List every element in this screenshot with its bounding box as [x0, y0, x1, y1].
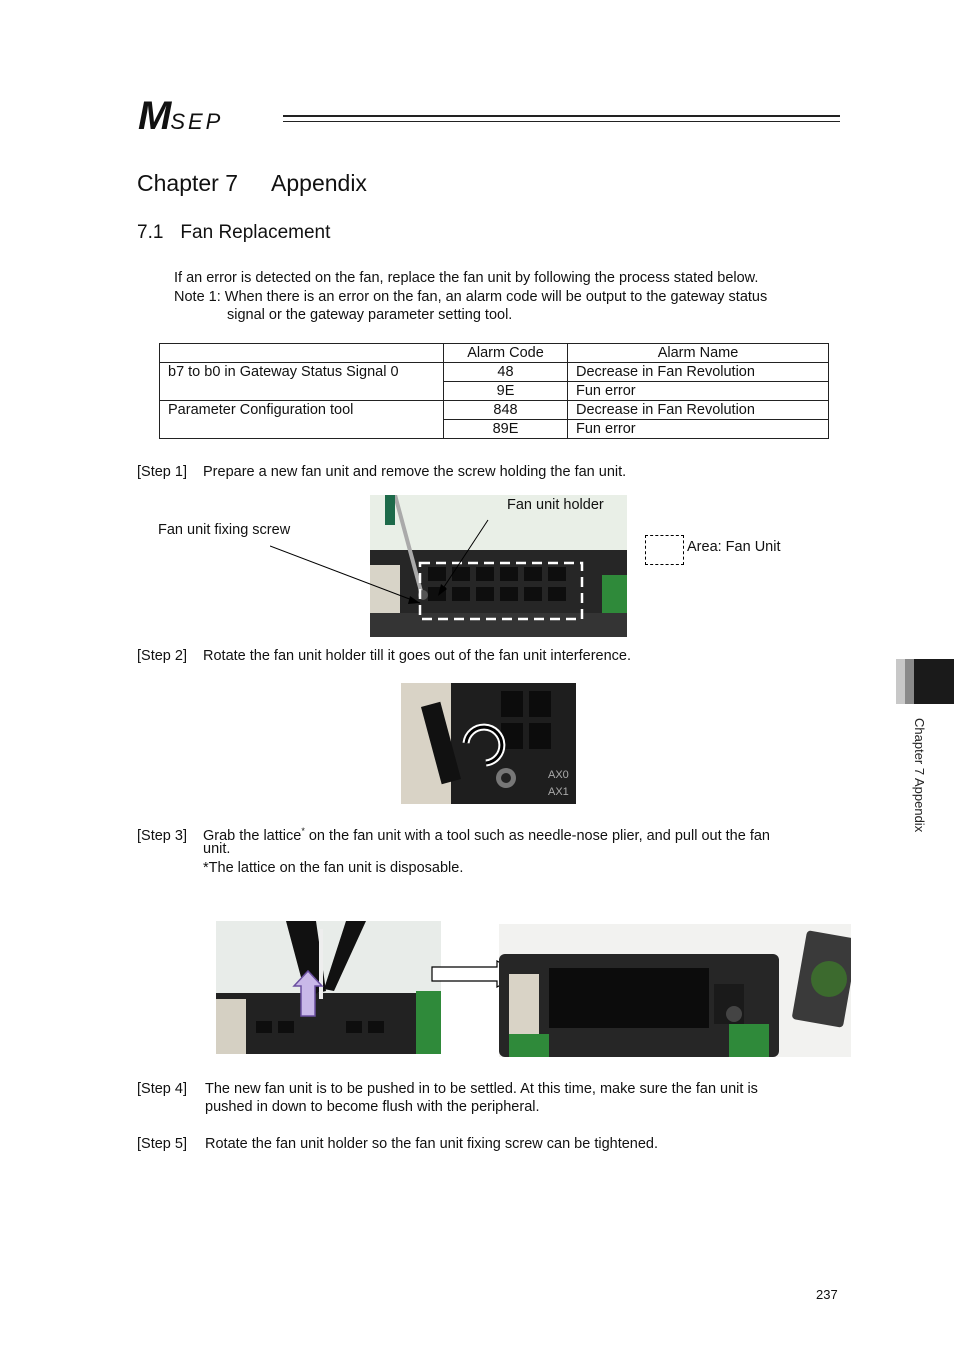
section-heading [137, 222, 330, 244]
table-cell-code: 9E [444, 382, 568, 401]
table-cell-name: Fun error [568, 382, 829, 401]
legend-area-fan-unit: Area: Fan Unit [687, 539, 781, 555]
chapter-number: Chapter 7 [137, 170, 239, 196]
panel-label-ax0: AX0 [548, 769, 569, 781]
label-fan-unit-holder: Fan unit holder [507, 497, 604, 513]
table-cell-code: 48 [444, 363, 568, 382]
step-4: [Step 4] The new fan unit is to be pushed in to be settled. At this time, make sure the fan unit is [137, 1081, 758, 1097]
sidebar-chapter-label: Chapter 7 Appendix [912, 718, 927, 833]
fan-unit-removed-illustration [499, 924, 851, 1057]
table-cell-source: b7 to b0 in Gateway Status Signal 0 [160, 363, 444, 401]
step-3-note: *The lattice on the fan unit is disposable. [203, 860, 464, 876]
step-2: [Step 2] Rotate the fan unit holder till it goes out of the fan unit interference. [137, 648, 632, 664]
pull-lattice-photo [216, 921, 441, 1054]
table-header-cell: Alarm Name [568, 344, 829, 363]
header-rule-top [283, 115, 840, 117]
table-cell-code: 89E [444, 420, 568, 439]
table-row [160, 363, 829, 382]
table-cell-name: Decrease in Fan Revolution [568, 363, 829, 382]
table-cell-name: Fun error [568, 420, 829, 439]
label-fan-unit-fixing-screw: Fan unit fixing screw [158, 522, 291, 538]
alarm-table [159, 343, 829, 439]
section-title: Fan Replacement [180, 222, 331, 243]
chapter-title: Appendix [271, 170, 367, 196]
table-header-cell: Alarm Code [444, 344, 568, 363]
header-rule-bottom [283, 121, 840, 122]
section-number: 7.1 [137, 222, 164, 243]
fan-holder-rotation-photo [401, 683, 576, 804]
chapter-tab-marker [896, 659, 954, 704]
panel-label-ax1: AX1 [548, 786, 569, 798]
step-4-continuation: pushed in down to become flush with the peripheral. [205, 1099, 540, 1115]
intro-text: If an error is detected on the fan, replace the fan unit by following the process stated below. [174, 270, 759, 286]
pull-lattice-illustration [216, 921, 441, 1054]
table-cell-source: Parameter Configuration tool [160, 401, 444, 439]
note-line-1: Note 1: When there is an error on the fan, an alarm code will be output to the gateway status [174, 289, 768, 305]
fan-unit-removed-photo [499, 924, 851, 1057]
step-3: [Step 3] Grab the lattice* on the fan unit with a tool such as needle-nose plier, and pull out the fan [137, 826, 770, 844]
step-3-continuation: unit. [203, 841, 231, 857]
table-cell-code: 848 [444, 401, 568, 420]
table-header-cell [160, 344, 444, 363]
step-1: [Step 1] Prepare a new fan unit and remove the screw holding the fan unit. [137, 464, 627, 480]
callout-lines [270, 518, 530, 618]
table-cell-name: Decrease in Fan Revolution [568, 401, 829, 420]
chapter-heading [137, 170, 367, 197]
page-number: 237 [816, 1287, 838, 1302]
table-header-row [160, 344, 829, 363]
mSEP-logo: MSEP [138, 94, 224, 138]
step-5: [Step 5] Rotate the fan unit holder so the fan unit fixing screw can be tightened. [137, 1136, 659, 1152]
table-row [160, 401, 829, 420]
note-line-2: signal or the gateway parameter setting tool. [227, 307, 513, 323]
legend-dashed-box [645, 535, 684, 565]
